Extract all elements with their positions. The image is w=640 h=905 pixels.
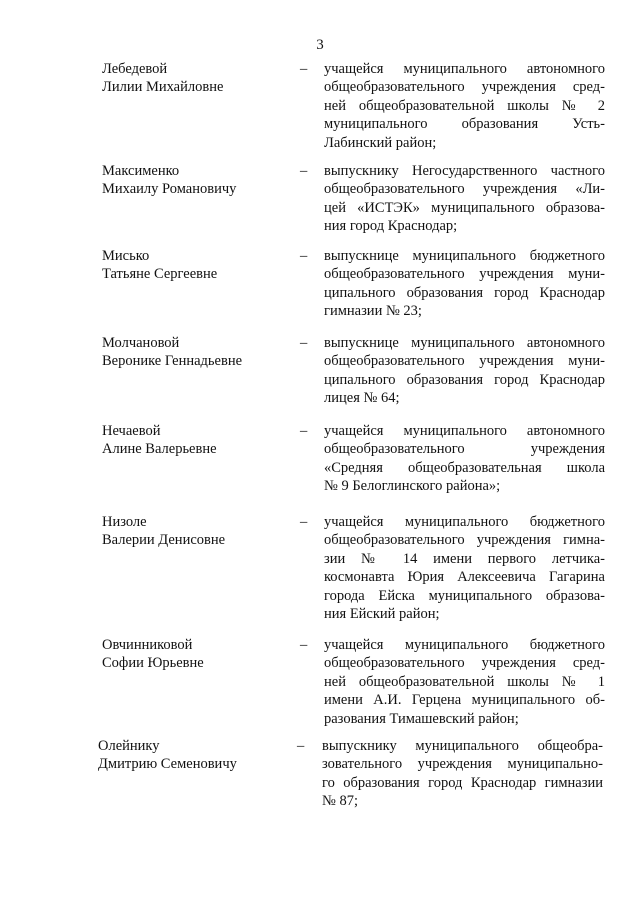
description-line: ней общеобразовательной школы № 2: [324, 97, 605, 114]
given-name: Софии Юрьевне: [102, 655, 204, 672]
description-line: Лабинский район;: [324, 134, 437, 151]
description-line: зии № 14 имени первого летчика-: [324, 550, 605, 567]
description-line: цей «ИСТЭК» муниципального образова-: [324, 199, 605, 216]
recipient-description: [324, 422, 605, 496]
description-line: общеобразовательного учреждения сред-: [324, 79, 605, 96]
recipient-description: [324, 247, 605, 321]
description-line: учащейся муниципального автономного: [324, 61, 605, 77]
given-name: Лилии Михайловне: [102, 79, 224, 96]
recipient-name: [98, 737, 278, 774]
description-line: муниципального образования Усть-: [324, 116, 605, 133]
surname: Низоле: [102, 514, 147, 530]
description-line: имени А.И. Герцена муниципального об-: [324, 692, 605, 709]
recipient-name: [102, 60, 282, 97]
recipient-name: [102, 247, 282, 284]
description-line: ния город Краснодар;: [324, 218, 458, 235]
dash-separator: –: [300, 514, 308, 530]
description-line: зовательного учреждения муниципально-: [322, 756, 603, 773]
given-name: Алине Валерьевне: [102, 441, 217, 458]
dash-separator: –: [300, 61, 308, 77]
description-line: космонавта Юрия Алексеевича Гагарина: [324, 569, 605, 586]
description-line: разования Тимашевский район;: [324, 710, 519, 727]
dash-separator: –: [300, 637, 308, 653]
page-number: 3: [316, 37, 324, 53]
description-line: № 9 Белоглинского района»;: [324, 478, 501, 495]
surname: Лебедевой: [102, 61, 168, 77]
description-line: учащейся муниципального бюджетного: [324, 637, 605, 653]
given-name: Татьяне Сергеевне: [102, 266, 218, 283]
dash-separator: –: [300, 163, 308, 179]
description-line: ней общеобразовательной школы № 1: [324, 673, 605, 690]
description-line: учащейся муниципального автономного: [324, 423, 605, 439]
description-line: выпускнику муниципального общеобра-: [322, 738, 603, 754]
dash-separator: –: [297, 738, 305, 754]
description-line: общеобразовательного учреждения муни-: [324, 353, 605, 370]
description-line: гимназии № 23;: [324, 303, 422, 320]
description-line: го образования город Краснодар гимназии: [322, 774, 603, 791]
description-line: № 87;: [322, 793, 358, 810]
description-line: ципального образования город Краснодар: [324, 284, 605, 301]
dash-separator: –: [300, 248, 308, 264]
surname: Молчановой: [102, 335, 180, 351]
description-line: лицея № 64;: [324, 390, 400, 407]
recipient-name: [102, 334, 282, 371]
dash-separator: –: [300, 423, 308, 439]
surname: Нечаевой: [102, 423, 161, 439]
surname: Овчинниковой: [102, 637, 193, 653]
description-line: общеобразовательного учреждения муни-: [324, 266, 605, 283]
recipient-name: [102, 422, 282, 459]
surname: Максименко: [102, 163, 180, 179]
description-line: выпускнице муниципального бюджетного: [324, 248, 605, 264]
description-line: общеобразовательного учреждения сред-: [324, 655, 605, 672]
recipient-description: [324, 334, 605, 408]
recipient-description: [322, 737, 603, 811]
recipient-description: [324, 162, 605, 236]
description-line: общеобразовательного учреждения «Ли-: [324, 181, 605, 198]
recipient-name: [102, 513, 282, 550]
surname: Мисько: [102, 248, 150, 264]
recipient-description: [324, 513, 605, 623]
description-line: выпускнице муниципального автономного: [324, 335, 605, 351]
recipient-description: [324, 636, 605, 728]
description-line: «Средняя общеобразовательная школа: [324, 459, 605, 476]
description-line: общеобразовательного учреждения: [324, 441, 605, 458]
description-line: города Ейска муниципального образова-: [324, 587, 605, 604]
description-line: ния Ейский район;: [324, 606, 440, 623]
description-line: выпускнику Негосударственного частного: [324, 163, 605, 179]
dash-separator: –: [300, 335, 308, 351]
recipient-description: [324, 60, 605, 152]
surname: Олейнику: [98, 738, 160, 754]
given-name: Веронике Геннадьевне: [102, 353, 243, 370]
description-line: общеобразовательного учреждения гимна-: [324, 532, 605, 549]
recipient-name: [102, 162, 282, 199]
given-name: Дмитрию Семеновичу: [98, 756, 237, 773]
recipient-name: [102, 636, 282, 673]
given-name: Валерии Денисовне: [102, 532, 226, 549]
description-line: ципального образования город Краснодар: [324, 371, 605, 388]
given-name: Михаилу Романовичу: [102, 181, 237, 198]
description-line: учащейся муниципального бюджетного: [324, 514, 605, 530]
